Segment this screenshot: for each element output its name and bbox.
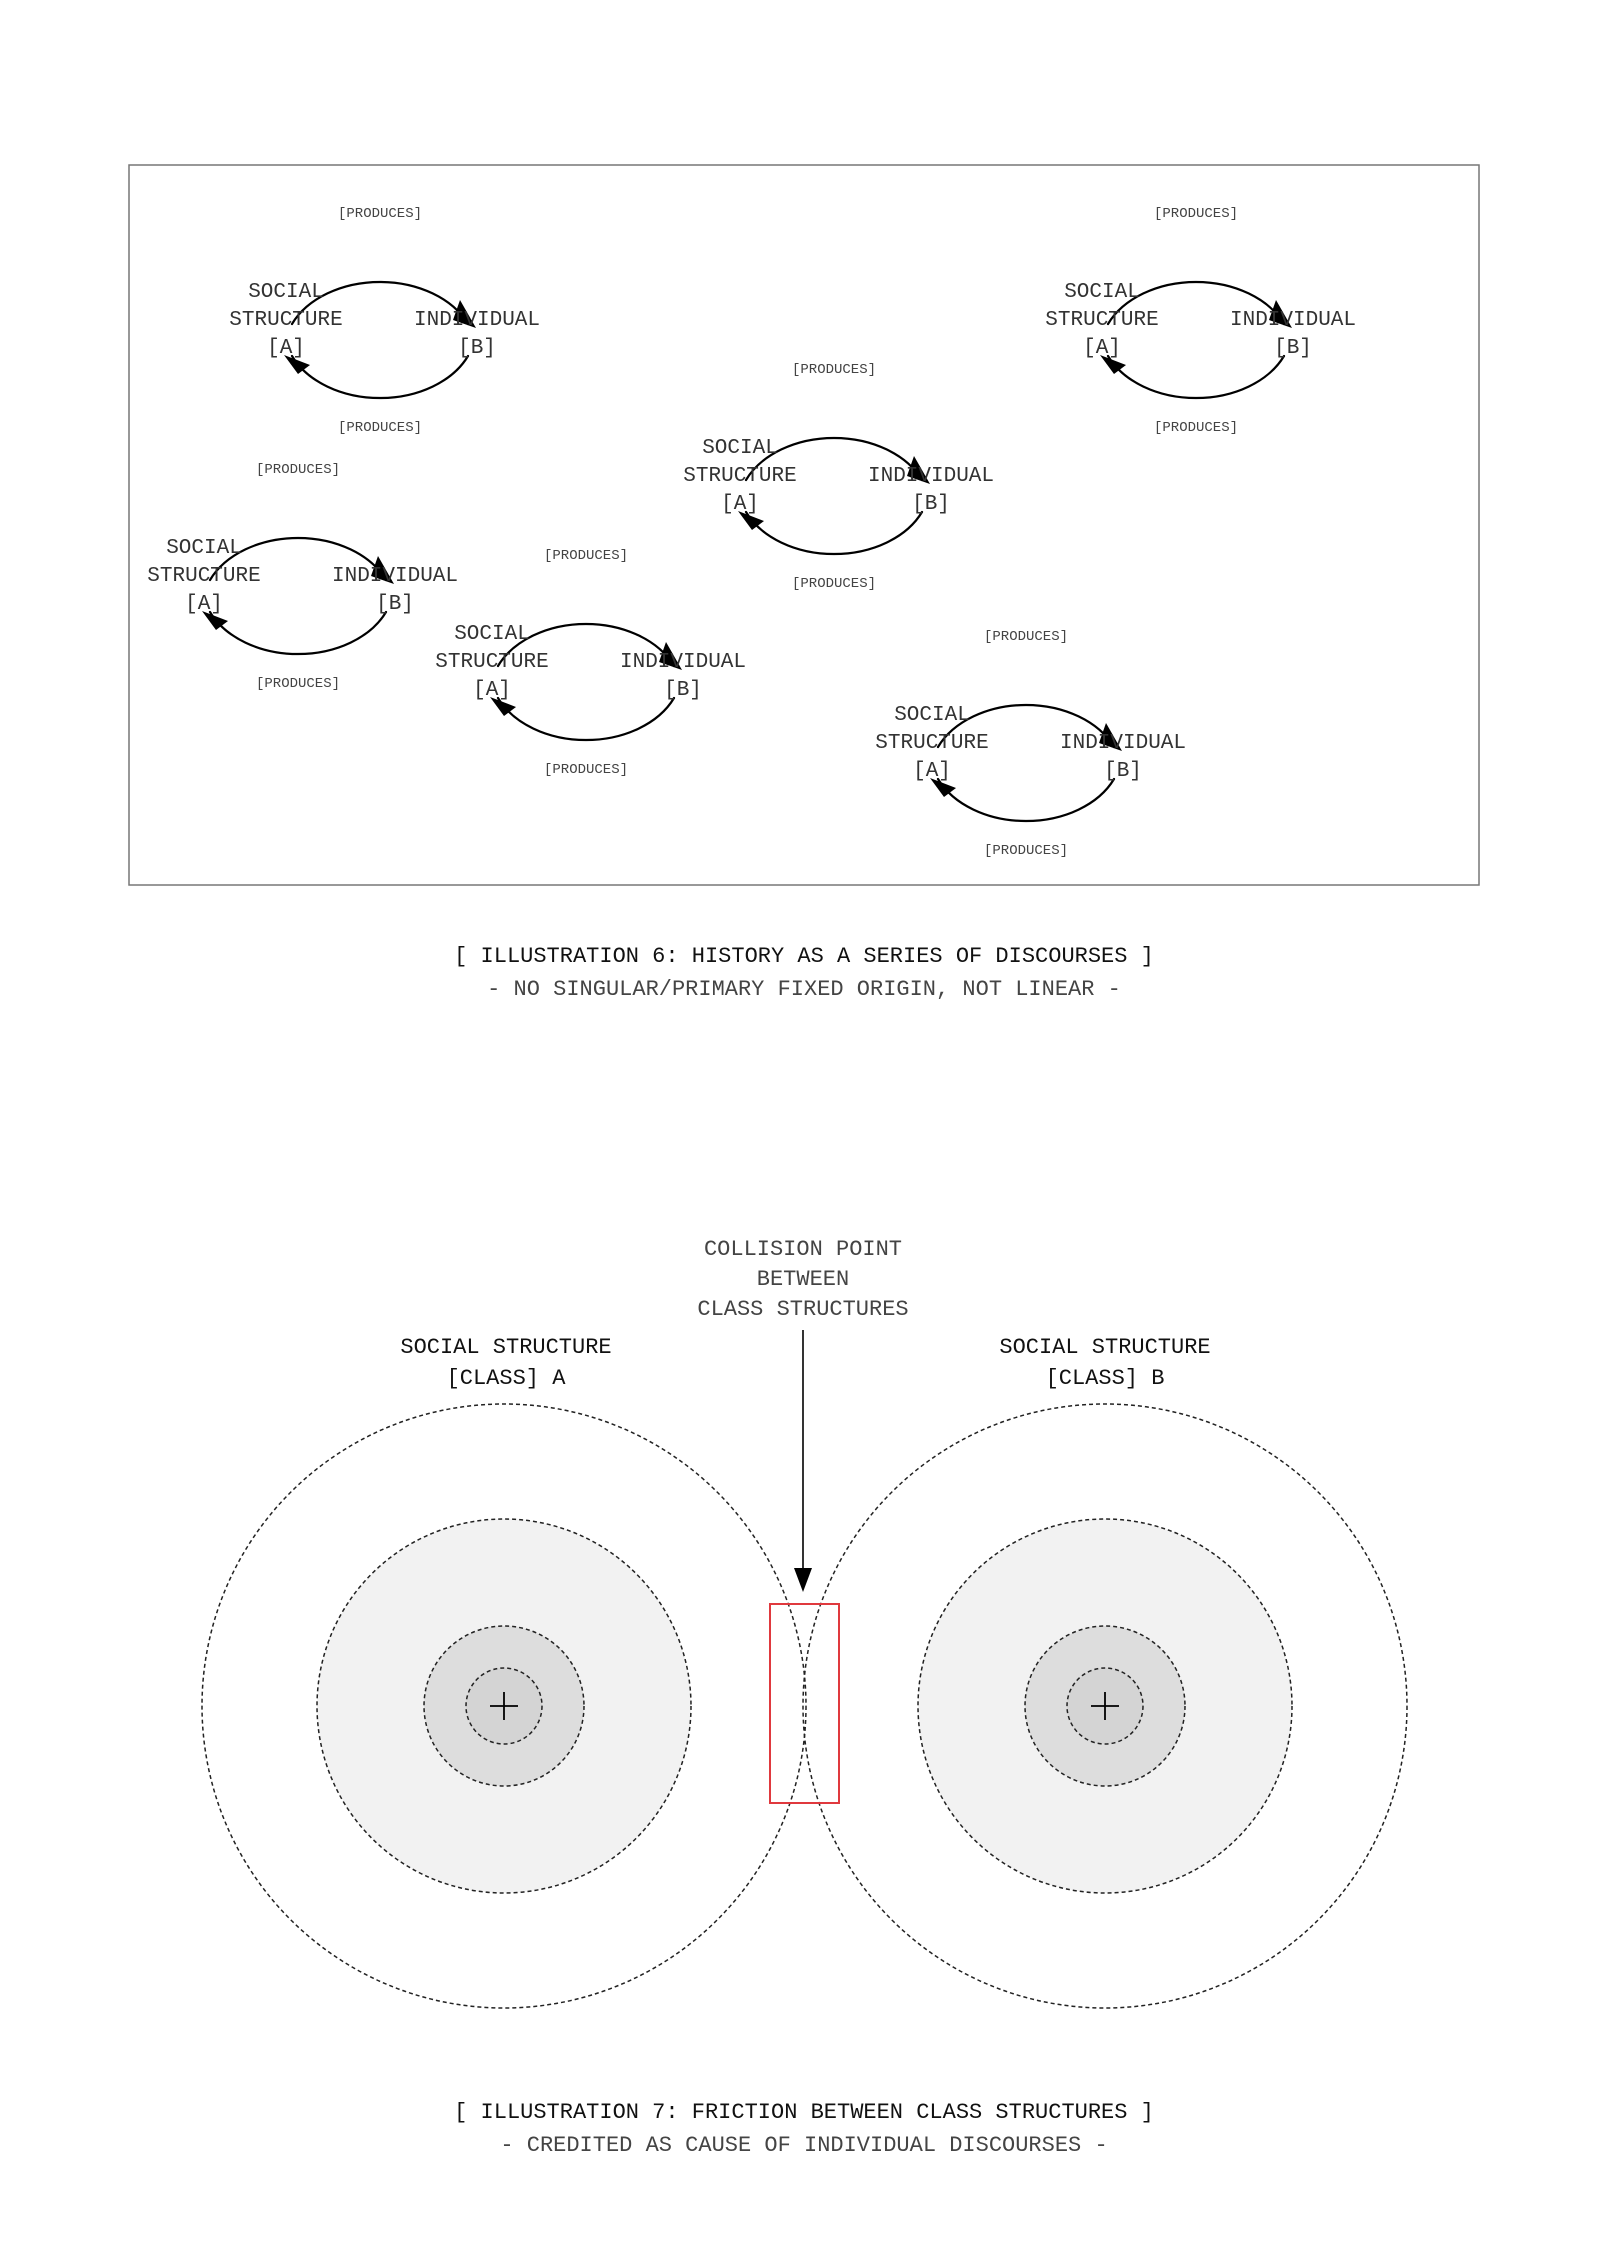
class-b-label-line2: [CLASS] B bbox=[1045, 1366, 1165, 1391]
produces-top-label: [PRODUCES] bbox=[255, 462, 341, 478]
social-label-line3: [A] bbox=[473, 679, 511, 702]
class-a-rings bbox=[202, 1404, 806, 2008]
social-label-line1: SOCIAL bbox=[166, 537, 242, 560]
illustration-7-subcaption: - CREDITED AS CAUSE OF INDIVIDUAL DISCOURSES - bbox=[500, 2133, 1108, 2158]
cycle-3 bbox=[683, 362, 994, 592]
social-label-line3: [A] bbox=[913, 760, 951, 783]
social-label-line1: SOCIAL bbox=[454, 623, 530, 646]
produces-top-label: [PRODUCES] bbox=[983, 629, 1069, 645]
social-label-line2: STRUCTURE bbox=[435, 651, 549, 674]
illustration-6 bbox=[129, 165, 1479, 1002]
produces-bottom-label: [PRODUCES] bbox=[337, 420, 423, 436]
individual-label-line1: INDIVIDUAL bbox=[1229, 309, 1357, 332]
produces-bottom-label: [PRODUCES] bbox=[983, 843, 1069, 859]
cycle-1 bbox=[229, 206, 540, 436]
social-label-line3: [A] bbox=[1083, 337, 1121, 360]
produces-top-label: [PRODUCES] bbox=[1153, 206, 1239, 222]
illustration-7-caption: [ ILLUSTRATION 7: FRICTION BETWEEN CLASS STRUCTURES ] bbox=[454, 2100, 1154, 2125]
social-label-line1: SOCIAL bbox=[248, 281, 324, 304]
individual-label-line1: INDIVIDUAL bbox=[1059, 732, 1187, 755]
social-label-line1: SOCIAL bbox=[1064, 281, 1140, 304]
class-b-label-line1: SOCIAL STRUCTURE bbox=[999, 1335, 1211, 1360]
individual-label-line2: [B] bbox=[664, 679, 702, 702]
social-label-line1: SOCIAL bbox=[894, 704, 970, 727]
social-label-line3: [A] bbox=[267, 337, 305, 360]
individual-label-line2: [B] bbox=[376, 593, 414, 616]
collision-label-line1: COLLISION POINT bbox=[703, 1237, 903, 1262]
individual-label-line1: INDIVIDUAL bbox=[331, 565, 459, 588]
individual-label-line1: INDIVIDUAL bbox=[867, 465, 995, 488]
social-label-line2: STRUCTURE bbox=[1045, 309, 1159, 332]
produces-bottom-label: [PRODUCES] bbox=[791, 576, 877, 592]
social-label-line3: [A] bbox=[721, 493, 759, 516]
individual-label-line2: [B] bbox=[1104, 760, 1142, 783]
social-label-line2: STRUCTURE bbox=[683, 465, 797, 488]
produces-top-label: [PRODUCES] bbox=[337, 206, 423, 222]
produces-bottom-label: [PRODUCES] bbox=[543, 762, 629, 778]
individual-label-line2: [B] bbox=[1274, 337, 1312, 360]
cycle-2 bbox=[1045, 206, 1356, 436]
produces-bottom-label: [PRODUCES] bbox=[1153, 420, 1239, 436]
class-a-label-line1: SOCIAL STRUCTURE bbox=[400, 1335, 612, 1360]
cycle-6 bbox=[875, 629, 1186, 859]
individual-label-line2: [B] bbox=[912, 493, 950, 516]
collision-label-line2: BETWEEN bbox=[756, 1267, 850, 1292]
social-label-line2: STRUCTURE bbox=[875, 732, 989, 755]
social-label-line2: STRUCTURE bbox=[229, 309, 343, 332]
illustration-6-subcaption: - NO SINGULAR/PRIMARY FIXED ORIGIN, NOT LINEAR - bbox=[487, 977, 1121, 1002]
individual-label-line1: INDIVIDUAL bbox=[413, 309, 541, 332]
produces-top-label: [PRODUCES] bbox=[543, 548, 629, 564]
social-label-line2: STRUCTURE bbox=[147, 565, 261, 588]
cycle-4 bbox=[147, 462, 458, 692]
individual-label-line2: [B] bbox=[458, 337, 496, 360]
produces-bottom-label: [PRODUCES] bbox=[255, 676, 341, 692]
social-label-line1: SOCIAL bbox=[702, 437, 778, 460]
social-label-line3: [A] bbox=[185, 593, 223, 616]
class-a-label-line2: [CLASS] A bbox=[446, 1366, 566, 1391]
illustration-7 bbox=[202, 1237, 1407, 2158]
produces-top-label: [PRODUCES] bbox=[791, 362, 877, 378]
collision-arrow-head-icon bbox=[794, 1568, 812, 1592]
class-b-rings bbox=[803, 1404, 1407, 2008]
collision-label-line3: CLASS STRUCTURES bbox=[697, 1297, 909, 1322]
illustration-6-frame bbox=[129, 165, 1479, 885]
cycle-5 bbox=[435, 548, 746, 778]
illustration-6-caption: [ ILLUSTRATION 6: HISTORY AS A SERIES OF DISCOURSES ] bbox=[454, 944, 1154, 969]
individual-label-line1: INDIVIDUAL bbox=[619, 651, 747, 674]
